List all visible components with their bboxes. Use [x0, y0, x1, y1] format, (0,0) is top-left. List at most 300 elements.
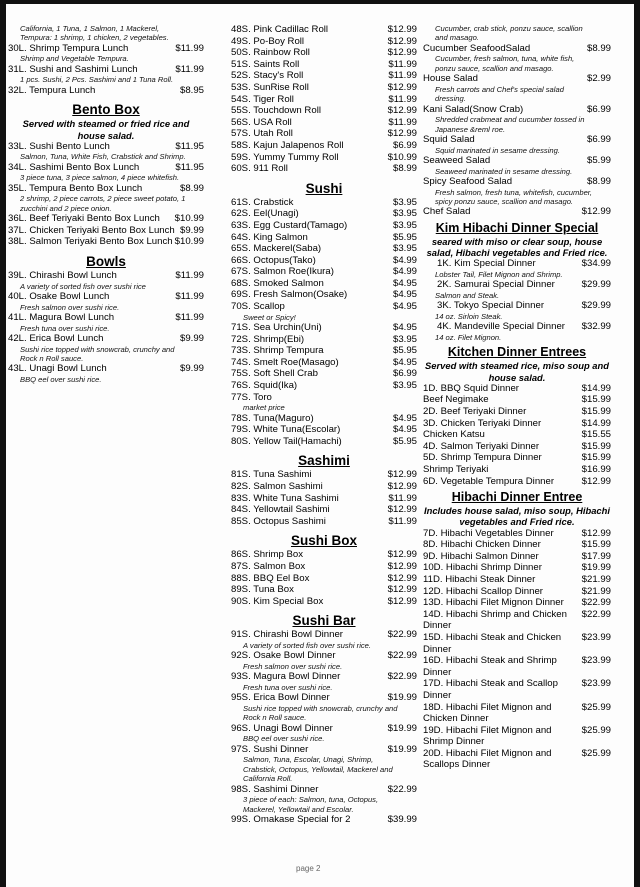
menu-item: [231, 629, 417, 641]
menu-item-price: $14.99: [581, 417, 611, 429]
menu-item-name: 96S. Unagi Bowl Dinner: [231, 722, 333, 734]
menu-item-name: 3K. Tokyo Special Dinner: [437, 300, 545, 312]
menu-item-name: 59S. Yummy Tummy Roll: [231, 151, 339, 163]
menu-item-description: A variety of sorted fish over sushi rice: [20, 281, 146, 291]
menu-item-name: 50S. Rainbow Roll: [231, 47, 310, 59]
menu-item: [8, 225, 204, 237]
menu-item-name: 80S. Yellow Tail(Hamachi): [231, 435, 342, 447]
menu-item-price: $11.99: [388, 93, 417, 105]
menu-item: [8, 363, 204, 375]
menu-item-description: 14 oz. Filet Mignon.: [435, 333, 502, 343]
menu-item-description: A variety of sorted fish over sushi rice.: [243, 640, 372, 650]
menu-item-name: 32L. Tempura Lunch: [8, 84, 96, 96]
menu-item: [423, 321, 611, 333]
menu-item: [423, 702, 611, 725]
menu-item: [423, 464, 611, 476]
menu-item-description: Salmon, Tuna, Escolar, Unagi, Shrimp, Crabstick, Octopus, Yellowtail, Mackerel and California Roll.: [243, 755, 393, 784]
menu-item-price: $25.99: [581, 701, 611, 713]
menu-item-name: 66S. Octopus(Tako): [231, 254, 316, 266]
menu-item-price: $8.99: [179, 182, 204, 194]
menu-item-name: 36L. Beef Teriyaki Bento Box Lunch: [8, 213, 160, 225]
menu-item-name: 70S. Scallop: [231, 301, 285, 313]
menu-item-name: 33L. Sushi Bento Lunch: [8, 140, 110, 152]
menu-item-name: 19D. Hibachi Filet Mignon and Shrimp Dinner: [423, 724, 552, 748]
section-heading: Kitchen Dinner Entrees: [447, 345, 587, 360]
menu-item-price: $19.99: [581, 562, 611, 574]
menu-item: [423, 655, 611, 678]
menu-item-name: 54S. Tiger Roll: [231, 93, 294, 105]
menu-item-name: 87S. Salmon Box: [231, 560, 306, 572]
menu-item-price: $12.99: [387, 549, 417, 561]
menu-item-price: $11.99: [175, 270, 204, 281]
menu-item-name: 42L. Erica Bowl Lunch: [8, 333, 104, 344]
menu-item: [231, 692, 417, 704]
menu-item: [423, 279, 611, 291]
menu-item-name: 2K. Samurai Special Dinner: [437, 279, 555, 291]
menu-item-name: 49S. Po-Boy Roll: [231, 35, 305, 47]
menu-item: [231, 94, 417, 106]
section-heading: Sushi Bar: [292, 613, 356, 629]
menu-item-name: 78S. Tuna(Maguro): [231, 412, 314, 424]
menu-item-name: 35L. Tempura Bento Box Lunch: [8, 182, 143, 194]
menu-item-name: 4D. Salmon Teriyaki Dinner: [423, 440, 540, 452]
menu-item-name: Chef Salad: [423, 206, 471, 218]
menu-item-price: $12.99: [387, 35, 417, 47]
menu-item: [8, 213, 204, 225]
menu-item-name: 13D. Hibachi Filet Mignon Dinner: [423, 597, 564, 609]
menu-item: [231, 82, 417, 94]
menu-item-name: 12D. Hibachi Scallop Dinner: [423, 585, 543, 597]
menu-item-name: House Salad: [423, 73, 478, 85]
menu-item-price: $22.99: [581, 608, 611, 620]
menu-item-name: 64S. King Salmon: [231, 231, 308, 243]
menu-item-name: 67S. Salmon Roe(Ikura): [231, 266, 334, 278]
menu-item: [231, 723, 417, 735]
menu-item: [8, 85, 204, 97]
menu-item-description: Lobster Tail, Filet Mignon and Shrimp.: [435, 270, 563, 280]
menu-item-price: $8.99: [586, 42, 611, 54]
menu-item: [423, 394, 611, 406]
menu-item-name: Chicken Katsu: [423, 429, 485, 441]
menu-item-price: $4.95: [392, 322, 417, 334]
menu-item: [423, 476, 611, 488]
menu-column-middle: [231, 24, 417, 826]
menu-item: [8, 236, 204, 248]
menu-item-price: $8.99: [392, 163, 417, 175]
menu-item-description: Fresh salmon over sushi rice.: [20, 302, 120, 312]
menu-item-price: $11.95: [175, 140, 204, 152]
menu-item-price: $5.95: [392, 231, 417, 243]
menu-item-name: 10D. Hibachi Shrimp Dinner: [423, 562, 542, 574]
menu-item-price: $11.99: [388, 70, 417, 82]
menu-item: [231, 561, 417, 573]
menu-item: [231, 345, 417, 357]
menu-item-price: $4.95: [392, 289, 417, 301]
menu-item-name: 62S. Eel(Unagi): [231, 208, 299, 220]
menu-item-name: 61S. Crabstick: [231, 196, 294, 208]
menu-item-price: $32.99: [581, 321, 611, 333]
menu-item: [231, 392, 417, 404]
menu-item-price: $12.99: [387, 47, 417, 59]
menu-item-name: 98S. Sashimi Dinner: [231, 783, 319, 795]
menu-item-name: 79S. White Tuna(Escolar): [231, 424, 341, 436]
menu-item: [231, 243, 417, 255]
menu-item-name: 11D. Hibachi Steak Dinner: [423, 573, 536, 585]
menu-item-description: Fresh tuna over sushi rice.: [20, 323, 110, 333]
menu-item-price: $19.99: [387, 722, 417, 734]
section-heading: Kim Hibachi Dinner Special: [435, 221, 599, 236]
menu-item: [423, 609, 611, 632]
menu-item-price: $15.55: [581, 429, 611, 441]
menu-item-price: $23.99: [581, 678, 611, 690]
menu-item: [231, 70, 417, 82]
menu-item: [231, 368, 417, 380]
menu-item-price: $12.99: [387, 24, 417, 35]
menu-item-price: $9.99: [179, 333, 204, 344]
menu-item: [423, 452, 611, 464]
menu-item-name: 14D. Hibachi Shrimp and Chicken Dinner: [423, 608, 567, 632]
menu-item-description: California, 1 Tuna, 1 Salmon, 1 Mackerel, Tempura: 1 shrimp, 1 chicken, 2 vegetables.: [20, 24, 169, 43]
menu-item-name: 75S. Soft Shell Crab: [231, 368, 318, 380]
section-heading: Bento Box: [72, 102, 140, 118]
menu-item: [8, 183, 204, 195]
menu-item: [231, 36, 417, 48]
menu-item: [423, 748, 611, 771]
menu-item: [423, 258, 611, 270]
menu-item-price: $22.99: [387, 783, 417, 795]
menu-item: [231, 152, 417, 164]
menu-item-price: $39.99: [387, 813, 417, 825]
menu-item: [423, 406, 611, 418]
section-heading: Sashimi: [298, 453, 350, 469]
menu-item-name: 41L. Magura Bowl Lunch: [8, 312, 115, 323]
menu-item-description: Sushi rice topped with snowcrab, crunchy and Rock n Roll sauce.: [243, 703, 398, 723]
menu-item-price: $2.99: [586, 73, 611, 85]
menu-item-name: 53S. SunRise Roll: [231, 81, 309, 93]
menu-item-price: $5.95: [392, 435, 417, 447]
menu-item-description: Fresh tuna over sushi rice.: [243, 682, 333, 692]
menu-item-name: Shrimp Teriyaki: [423, 464, 489, 475]
menu-item: [423, 176, 611, 188]
menu-item: [423, 586, 611, 598]
menu-item-name: Seaweed Salad: [423, 155, 491, 167]
menu-item: [231, 516, 417, 528]
menu-item-name: 38L. Salmon Teriyaki Bento Box Lunch: [8, 236, 173, 248]
menu-item-name: 84S. Yellowtail Sashimi: [231, 504, 330, 516]
menu-item-name: 1K. Kim Special Dinner: [437, 258, 536, 270]
section-subheading: Served with steamed or fried rice and house salad.: [22, 118, 190, 141]
menu-item: [423, 155, 611, 167]
menu-item-name: 8D. Hibachi Chicken Dinner: [423, 539, 541, 551]
menu-item: [231, 197, 417, 209]
menu-item: [8, 270, 204, 282]
section-subheading: Includes house salad, miso soup, Hibachi vegetables and Fried rice.: [424, 505, 610, 528]
menu-item-name: 5D. Shrimp Tempura Dinner: [423, 452, 542, 464]
menu-item: [231, 140, 417, 152]
menu-item-price: $12.99: [387, 595, 417, 607]
menu-item-name: 93S. Magura Bowl Dinner: [231, 671, 341, 683]
menu-item-name: 97S. Sushi Dinner: [231, 743, 309, 755]
menu-item-description: Fresh salmon, fresh tuna, whitefish, cucumber, spicy ponzu sauce, scallion and masago.: [435, 187, 593, 207]
menu-item: [423, 539, 611, 551]
menu-item-name: 40L. Osake Bowl Lunch: [8, 291, 110, 302]
menu-item-name: Beef Negimake: [423, 394, 489, 406]
menu-item: [423, 383, 611, 395]
menu-item-price: $15.99: [581, 394, 611, 406]
menu-item-name: 60S. 911 Roll: [231, 163, 288, 175]
menu-item: [231, 220, 417, 232]
menu-item-price: $12.99: [581, 527, 611, 539]
menu-item: [231, 232, 417, 244]
menu-item-price: $6.99: [586, 103, 611, 115]
menu-item-name: 52S. Stacy's Roll: [231, 70, 304, 82]
menu-item: [8, 312, 204, 324]
menu-item: [423, 597, 611, 609]
menu-item-price: $29.99: [581, 279, 611, 291]
menu-item: [231, 255, 417, 267]
menu-item: [231, 47, 417, 59]
menu-item: [423, 300, 611, 312]
menu-item-price: $15.99: [581, 406, 611, 418]
menu-item-name: 81S. Tuna Sashimi: [231, 469, 312, 481]
menu-item: [231, 814, 417, 826]
menu-item-description: 1 pcs. Sushi, 2 Pcs. Sashimi and 1 Tuna Roll.: [20, 75, 174, 85]
menu-item: [231, 59, 417, 71]
menu-item: [8, 141, 204, 153]
section-subheading: Served with steamed rice, miso soup and house salad.: [425, 360, 609, 383]
menu-item-price: $11.99: [388, 515, 417, 527]
menu-item: [423, 562, 611, 574]
menu-item: [8, 64, 204, 76]
menu-item-name: 65S. Mackerel(Saba): [231, 243, 322, 255]
menu-item-name: 72S. Shrimp(Ebi): [231, 333, 305, 345]
menu-item-price: $4.95: [392, 356, 417, 368]
menu-item-name: 4K. Mandeville Special Dinner: [437, 321, 565, 333]
menu-item-description: market price: [243, 403, 285, 413]
menu-item-price: $11.99: [175, 63, 204, 75]
menu-item-name: 30L. Shrimp Tempura Lunch: [8, 42, 129, 54]
menu-item-price: $3.95: [392, 380, 417, 392]
menu-item-name: 99S. Omakase Special for 2: [231, 813, 351, 825]
menu-item: [423, 441, 611, 453]
menu-item: [231, 266, 417, 278]
menu-item: [231, 117, 417, 129]
menu-item: [231, 424, 417, 436]
menu-item: [231, 481, 417, 493]
menu-item-price: $9.99: [179, 224, 204, 236]
menu-item-name: Squid Salad: [423, 134, 475, 146]
menu-item-description: 3 piece of each: Salmon, tuna, Octopus, Mackerel, Yellowtail and Escolar.: [243, 795, 379, 814]
menu-item: [423, 104, 611, 116]
menu-page: [6, 4, 634, 887]
menu-item-price: $5.95: [392, 345, 417, 357]
menu-item: [231, 596, 417, 608]
menu-item-price: $12.99: [581, 206, 611, 218]
menu-item-price: $15.99: [581, 539, 611, 551]
menu-item-price: $19.99: [387, 743, 417, 755]
menu-item-name: 58S. Kajun Jalapenos Roll: [231, 139, 344, 151]
menu-item: [8, 162, 204, 174]
menu-item-price: $4.99: [392, 266, 417, 278]
menu-item-description: Seaweed marinated in sesame dressing.: [435, 166, 573, 176]
menu-item-description: BBQ eel over sushi rice.: [243, 734, 325, 744]
menu-item-name: 1D. BBQ Squid Dinner: [423, 382, 519, 394]
menu-item: [231, 357, 417, 369]
section-heading: Hibachi Dinner Entree: [451, 490, 583, 505]
menu-item-price: $11.99: [388, 492, 417, 504]
menu-item-price: $10.99: [174, 213, 204, 225]
menu-item-name: 88S. BBQ Eel Box: [231, 572, 310, 584]
menu-column-left: [8, 24, 204, 384]
menu-item-price: $8.95: [179, 84, 204, 96]
menu-item-name: 73S. Shrimp Tempura: [231, 345, 324, 357]
menu-item-price: $6.99: [392, 139, 417, 151]
menu-item-price: $16.99: [581, 464, 611, 475]
menu-item: [8, 291, 204, 303]
menu-item-name: 57S. Utah Roll: [231, 128, 293, 140]
menu-item-price: $3.95: [392, 243, 417, 255]
menu-item-price: $29.99: [581, 300, 611, 312]
menu-item-name: 76S. Squid(Ika): [231, 380, 298, 392]
menu-item-description: 2 shrimp, 2 piece carrots, 2 piece sweet potato, 1 zucchini and 2 piece onion.: [20, 194, 186, 213]
menu-item-price: $21.99: [581, 585, 611, 597]
menu-item: [231, 650, 417, 662]
menu-item: [423, 134, 611, 146]
menu-item: [231, 208, 417, 220]
menu-item-description: Fresh carrots and Chef's special salad dressing.: [435, 84, 564, 104]
menu-item: [423, 528, 611, 540]
menu-item-name: 37L. Chicken Teriyaki Bento Box Lunch: [8, 224, 175, 236]
menu-item-price: $12.99: [387, 560, 417, 572]
menu-item: [231, 744, 417, 756]
menu-item-price: $12.99: [387, 572, 417, 584]
menu-item-description: Squid marinated in sesame dressing.: [435, 145, 560, 155]
menu-item: [423, 418, 611, 430]
menu-item: [231, 493, 417, 505]
menu-item-description: BBQ eel over sushi rice.: [20, 375, 102, 384]
menu-item-price: $22.99: [581, 597, 611, 609]
menu-item-price: $4.95: [392, 424, 417, 436]
menu-item-price: $11.99: [175, 312, 204, 323]
menu-item-price: $12.99: [387, 469, 417, 481]
menu-item-price: $4.95: [392, 412, 417, 424]
menu-item-name: 2D. Beef Teriyaki Dinner: [423, 406, 527, 418]
menu-item-description: 3 piece tuna, 3 piece salmon, 4 piece whitefish.: [20, 173, 180, 183]
menu-item-price: $9.99: [179, 363, 204, 375]
menu-item-price: $8.99: [586, 176, 611, 188]
menu-item: [231, 380, 417, 392]
menu-item: [423, 43, 611, 55]
menu-item-price: $5.99: [586, 155, 611, 167]
menu-item: [423, 632, 611, 655]
menu-item: [231, 413, 417, 425]
section-heading: Bowls: [86, 254, 126, 269]
menu-item-price: $11.99: [388, 58, 417, 70]
menu-item: [231, 334, 417, 346]
menu-item-price: $3.95: [392, 208, 417, 220]
menu-item-price: $22.99: [387, 671, 417, 683]
section-heading: Sushi: [305, 180, 343, 196]
menu-item-price: $23.99: [581, 631, 611, 643]
menu-item-name: 90S. Kim Special Box: [231, 595, 324, 607]
menu-item-price: $12.99: [387, 128, 417, 140]
section-heading: Sushi Box: [290, 533, 357, 549]
menu-item-description: Shredded crabmeat and cucumber tossed in Japanese &reml roe.: [435, 115, 585, 134]
menu-item-name: 51S. Saints Roll: [231, 58, 300, 70]
menu-item-name: 69S. Fresh Salmon(Osake): [231, 289, 348, 301]
menu-item-price: $3.95: [392, 219, 417, 231]
menu-item-price: $3.95: [392, 333, 417, 345]
menu-item-description: Salmon, Tuna, White Fish, Crabstick and Shrimp.: [20, 152, 186, 162]
menu-item-price: $12.99: [387, 584, 417, 596]
menu-item-price: $3.95: [392, 196, 417, 208]
menu-item-name: Cucumber SeafoodSalad: [423, 42, 531, 54]
menu-item-price: $23.99: [581, 655, 611, 667]
menu-item: [231, 584, 417, 596]
menu-item-price: $22.99: [387, 650, 417, 662]
menu-item-name: 89S. Tuna Box: [231, 584, 294, 596]
menu-item: [423, 429, 611, 441]
menu-item-name: 3D. Chicken Teriyaki Dinner: [423, 417, 542, 429]
menu-item-price: $25.99: [581, 724, 611, 736]
menu-item-name: 15D. Hibachi Steak and Chicken Dinner: [423, 631, 562, 655]
menu-item-description: 14 oz. Sirloin Steak.: [435, 312, 503, 322]
menu-item-name: 55S. Touchdown Roll: [231, 105, 321, 117]
menu-item-price: $10.99: [174, 236, 204, 248]
menu-item-name: 6D. Vegetable Tempura Dinner: [423, 475, 555, 487]
menu-item-name: 91S. Chirashi Bowl Dinner: [231, 629, 343, 641]
menu-item-price: $34.99: [581, 258, 611, 270]
menu-item: [423, 73, 611, 85]
menu-item-price: $11.95: [175, 161, 204, 173]
menu-item-name: 31L. Sushi and Sashimi Lunch: [8, 63, 138, 75]
menu-item-price: $14.99: [581, 382, 611, 394]
menu-item: [423, 206, 611, 218]
menu-item-description: Cucumber, crab stick, ponzu sauce, scallion and masago.: [435, 24, 583, 43]
menu-item-name: 34L. Sashimi Bento Box Lunch: [8, 161, 140, 173]
menu-item-price: $11.99: [175, 42, 204, 54]
menu-item: [231, 671, 417, 683]
menu-item-price: $4.95: [392, 301, 417, 313]
menu-item-name: 56S. USA Roll: [231, 116, 292, 128]
menu-item-name: 43L. Unagi Bowl Lunch: [8, 363, 107, 375]
menu-item: [8, 43, 204, 55]
menu-item: [231, 289, 417, 301]
menu-item-name: 7D. Hibachi Vegetables Dinner: [423, 527, 554, 539]
menu-item-name: 71S. Sea Urchin(Uni): [231, 322, 322, 334]
menu-item-name: 20D. Hibachi Filet Mignon and Scallops Dinner: [423, 747, 552, 771]
menu-item-price: $4.95: [392, 277, 417, 289]
menu-column-right: [423, 24, 611, 771]
menu-item: [231, 549, 417, 561]
menu-item: [231, 322, 417, 334]
menu-item-price: $6.99: [586, 134, 611, 146]
menu-item: [423, 551, 611, 563]
menu-item-name: 95S. Erica Bowl Dinner: [231, 692, 330, 704]
menu-item: [8, 333, 204, 345]
menu-item: [231, 163, 417, 175]
menu-item-name: 17D. Hibachi Steak and Scallop Dinner: [423, 678, 558, 701]
menu-item-name: 92S. Osake Bowl Dinner: [231, 650, 336, 662]
menu-item-price: $4.99: [392, 254, 417, 266]
menu-item-price: $25.99: [581, 747, 611, 759]
menu-item-price: $17.99: [581, 550, 611, 562]
menu-item-price: $15.99: [581, 452, 611, 464]
menu-item-name: 68S. Smoked Salmon: [231, 277, 324, 289]
menu-item-price: $15.99: [581, 440, 611, 452]
page-footer: page 2: [296, 864, 321, 873]
menu-item: [231, 436, 417, 448]
